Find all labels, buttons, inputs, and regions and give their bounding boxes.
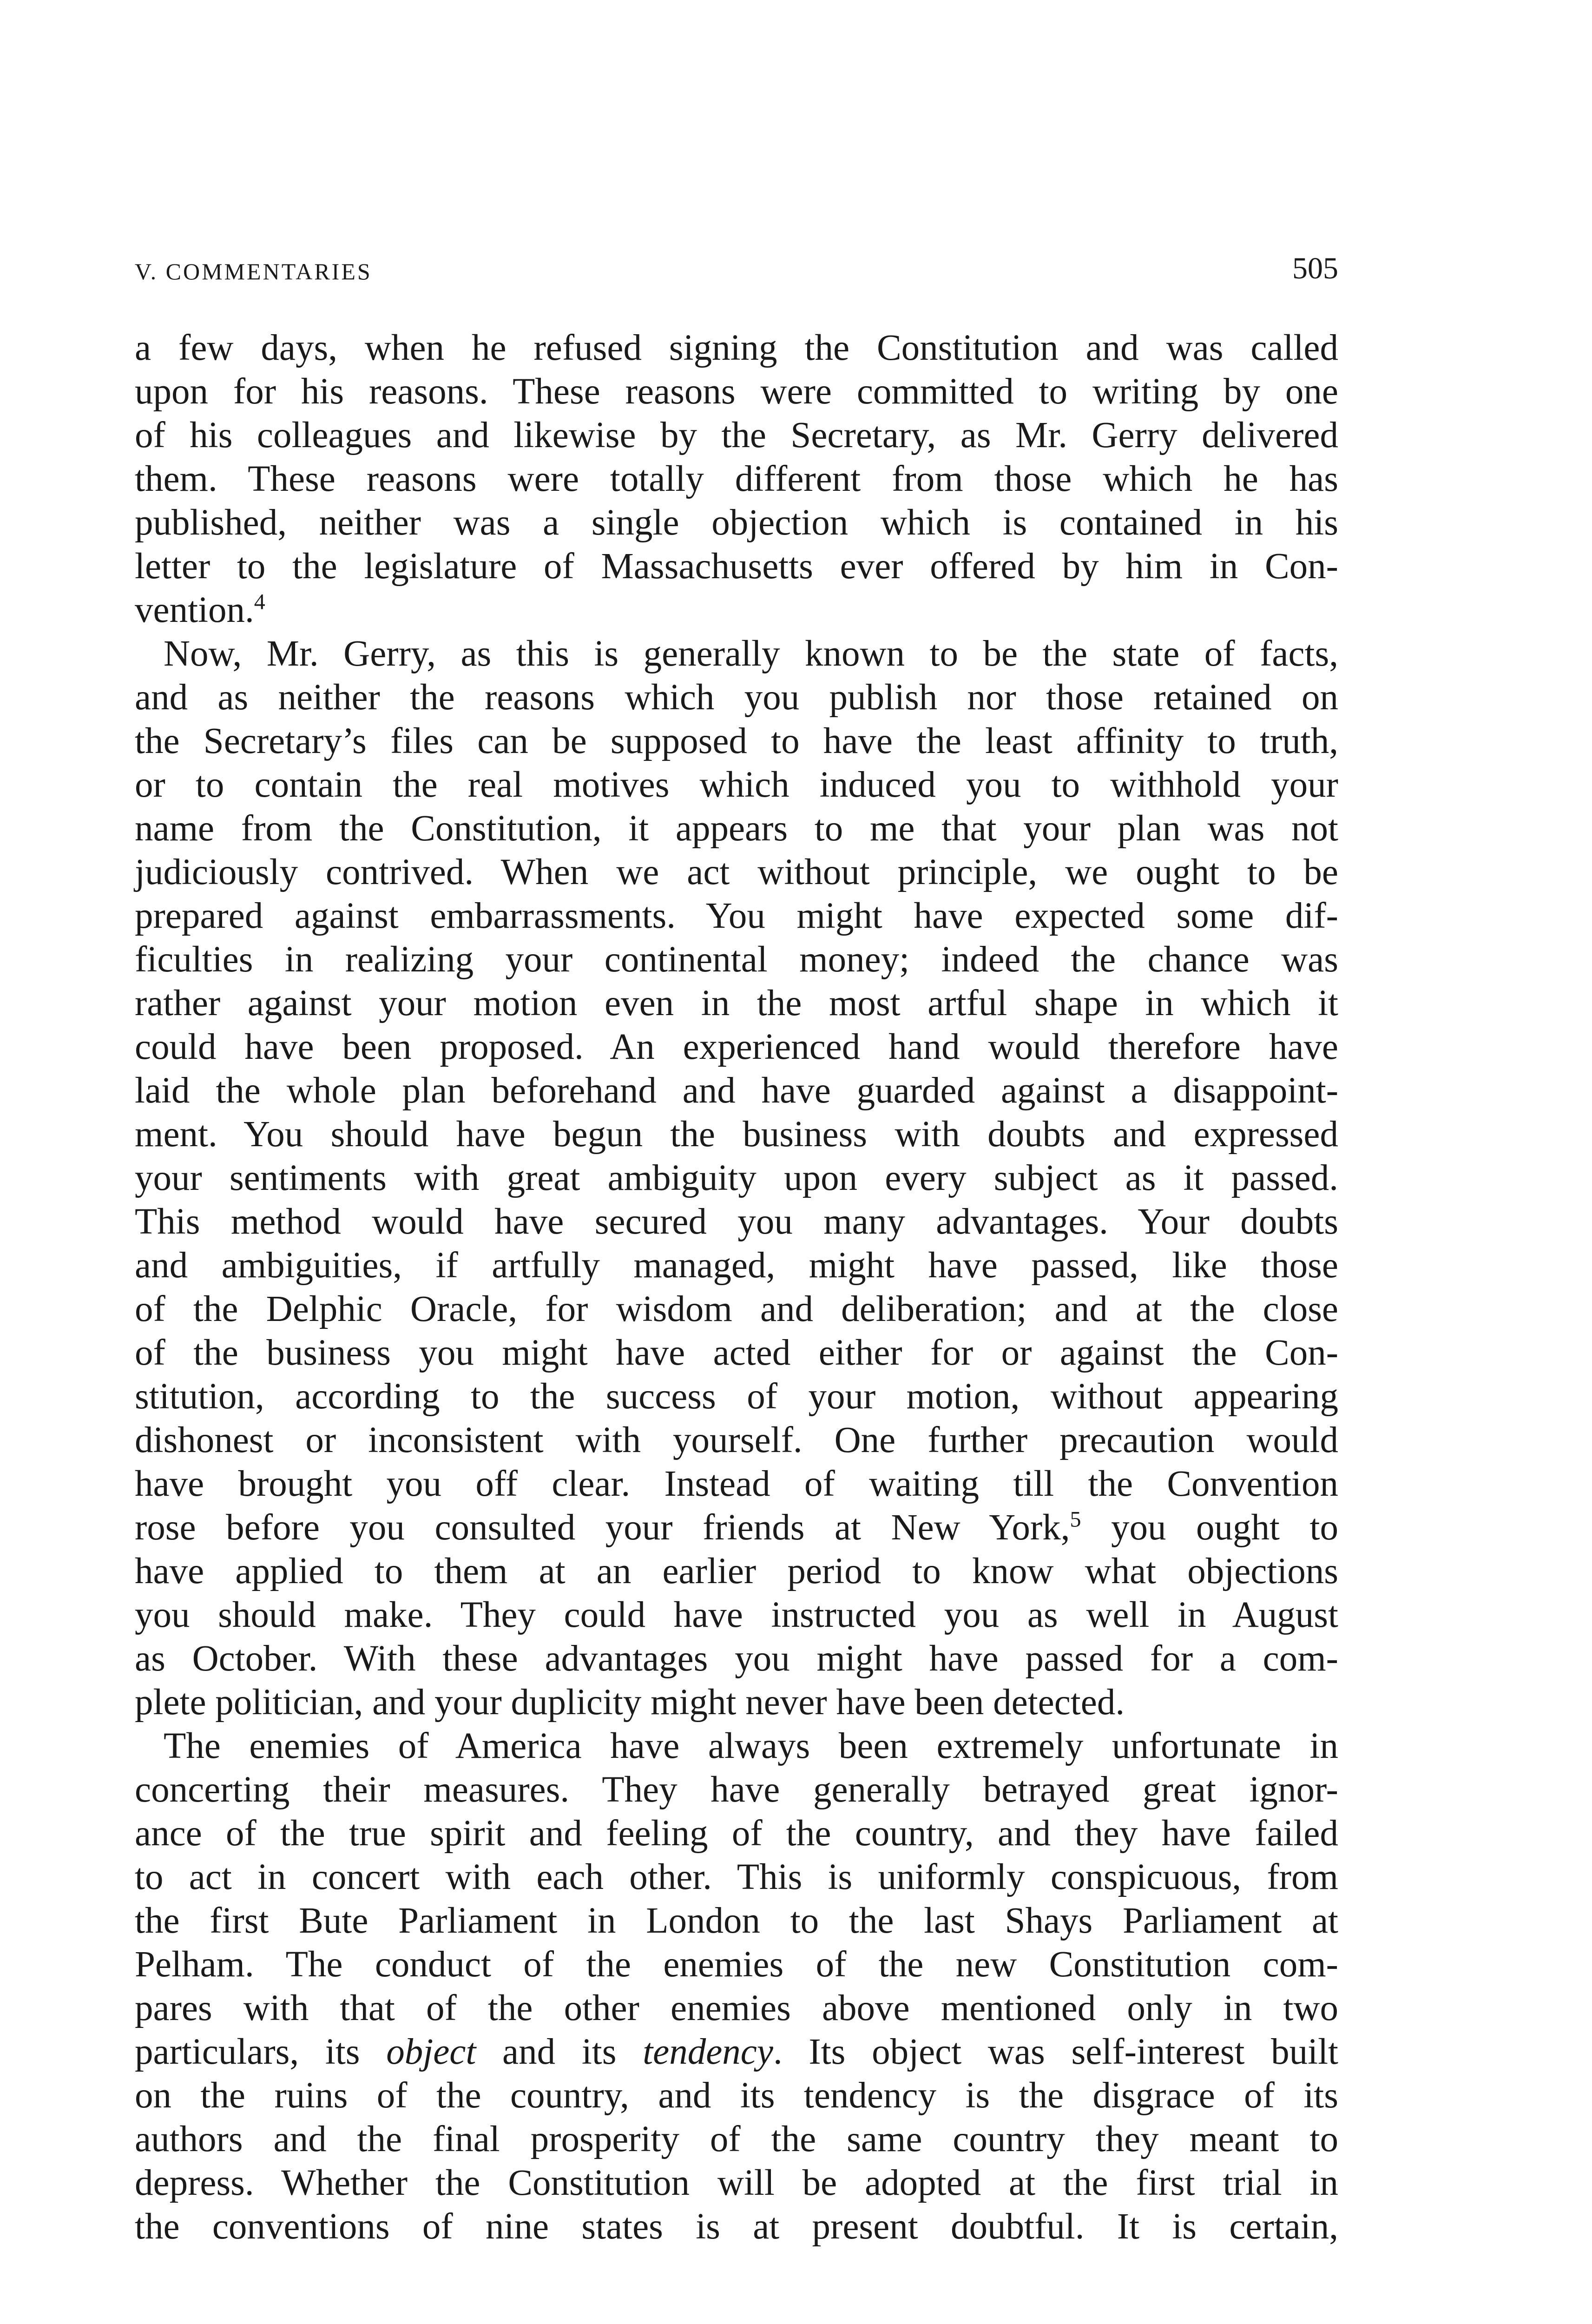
text-line: your sentiments with great ambiguity upon every subject as it passed. — [135, 1158, 1338, 1198]
footnote-ref: 4 — [254, 589, 265, 614]
text-line: concerting their measures. They have generally betrayed great ignor- — [135, 1769, 1338, 1810]
text-line: them. These reasons were totally different from those which he has — [135, 459, 1338, 499]
paragraph — [135, 326, 1338, 632]
line-text: rose before you consulted your friends at New York, — [135, 1507, 1070, 1548]
text-line: to act in concert with each other. This is uniformly conspicuous, from — [135, 1857, 1338, 1897]
text-line: ment. You should have begun the business with doubts and expressed — [135, 1114, 1338, 1155]
text-line: you should make. They could have instructed you as well in August — [135, 1595, 1338, 1635]
text-line: The enemies of America have always been extremely unfortunate in — [164, 1726, 1338, 1766]
text-line: stitution, according to the success of your motion, without appearing — [135, 1376, 1338, 1417]
text-line: plete politician, and your duplicity might never have been detected. — [135, 1682, 1125, 1723]
paragraph — [135, 632, 1338, 1724]
text-line: upon for his reasons. These reasons were committed to writing by one — [135, 371, 1338, 412]
text-line: and ambiguities, if artfully managed, might have passed, like those — [135, 1245, 1338, 1286]
text-line: laid the whole plan beforehand and have guarded against a disappoint- — [135, 1070, 1338, 1111]
text-line: published, neither was a single objection which is contained in his — [135, 502, 1338, 543]
text-line: have brought you off clear. Instead of waiting till the Convention — [135, 1464, 1338, 1504]
text-line: of his colleagues and likewise by the Secretary, as Mr. Gerry delivered — [135, 415, 1338, 456]
text-line: and as neither the reasons which you publish nor those retained on — [135, 677, 1338, 718]
text-line: prepared against embarrassments. You might have expected some dif- — [135, 896, 1338, 936]
text-line: a few days, when he refused signing the Constitution and was called — [135, 328, 1338, 368]
text-line: ance of the true spirit and feeling of the country, and they have failed — [135, 1813, 1338, 1854]
text-line: the first Bute Parliament in London to the last Shays Parliament at — [135, 1901, 1338, 1941]
text-line: authors and the final prosperity of the same country they meant to — [135, 2119, 1338, 2159]
text-line: could have been proposed. An experienced hand would therefore have — [135, 1027, 1338, 1067]
text-line: Pelham. The conduct of the enemies of the new Constitution com- — [135, 1944, 1338, 1985]
text-line: letter to the legislature of Massachusetts ever offered by him in Con- — [135, 546, 1338, 587]
text-line: of the Delphic Oracle, for wisdom and deliberation; and at the close — [135, 1289, 1338, 1329]
line-text: vention. — [135, 590, 254, 630]
text-line: dishonest or inconsistent with yourself. One further precaution would — [135, 1420, 1338, 1460]
text-line: depress. Whether the Constitution will be adopted at the first trial in — [135, 2163, 1338, 2203]
text-line: rather against your motion even in the most artful shape in which it — [135, 983, 1338, 1023]
running-header — [135, 251, 1338, 292]
text-line — [135, 588, 1338, 632]
text-line: ficulties in realizing your continental money; indeed the chance was — [135, 939, 1338, 980]
line-text: . Its object was self-interest built — [773, 2032, 1338, 2072]
text-line: pares with that of the other enemies above mentioned only in two — [135, 1988, 1338, 2028]
text-line: or to contain the real motives which induced you to withhold your — [135, 765, 1338, 805]
italic-term: tendency — [643, 2032, 773, 2072]
line-text: particulars, its — [135, 2032, 387, 2072]
text-line — [135, 2030, 1338, 2074]
text-line: judiciously contrived. When we act without principle, we ought to be — [135, 852, 1338, 892]
line-text: you ought to — [1081, 1507, 1338, 1548]
body-text — [135, 326, 1338, 2249]
paragraph — [135, 1724, 1338, 2249]
text-line: as October. With these advantages you might have passed for a com- — [135, 1638, 1338, 1679]
text-line: on the ruins of the country, and its tendency is the disgrace of its — [135, 2075, 1338, 2116]
section-title: V. COMMENTARIES — [135, 258, 372, 284]
page-number: 505 — [1292, 251, 1338, 285]
text-line: the conventions of nine states is at present doubtful. It is certain, — [135, 2206, 1338, 2247]
document-page — [135, 0, 1338, 2324]
footnote-ref: 5 — [1070, 1507, 1081, 1532]
text-line: Now, Mr. Gerry, as this is generally known to be the state of facts, — [164, 634, 1338, 674]
text-line: name from the Constitution, it appears to me that your plan was not — [135, 808, 1338, 849]
text-line: the Secretary’s files can be supposed to have the least affinity to truth, — [135, 721, 1338, 761]
text-line: have applied to them at an earlier period to know what objections — [135, 1551, 1338, 1591]
text-line: of the business you might have acted either for or against the Con- — [135, 1333, 1338, 1373]
text-line: This method would have secured you many advantages. Your doubts — [135, 1202, 1338, 1242]
text-line — [135, 1506, 1338, 1550]
italic-term: object — [386, 2032, 476, 2072]
line-text: and its — [476, 2032, 643, 2072]
